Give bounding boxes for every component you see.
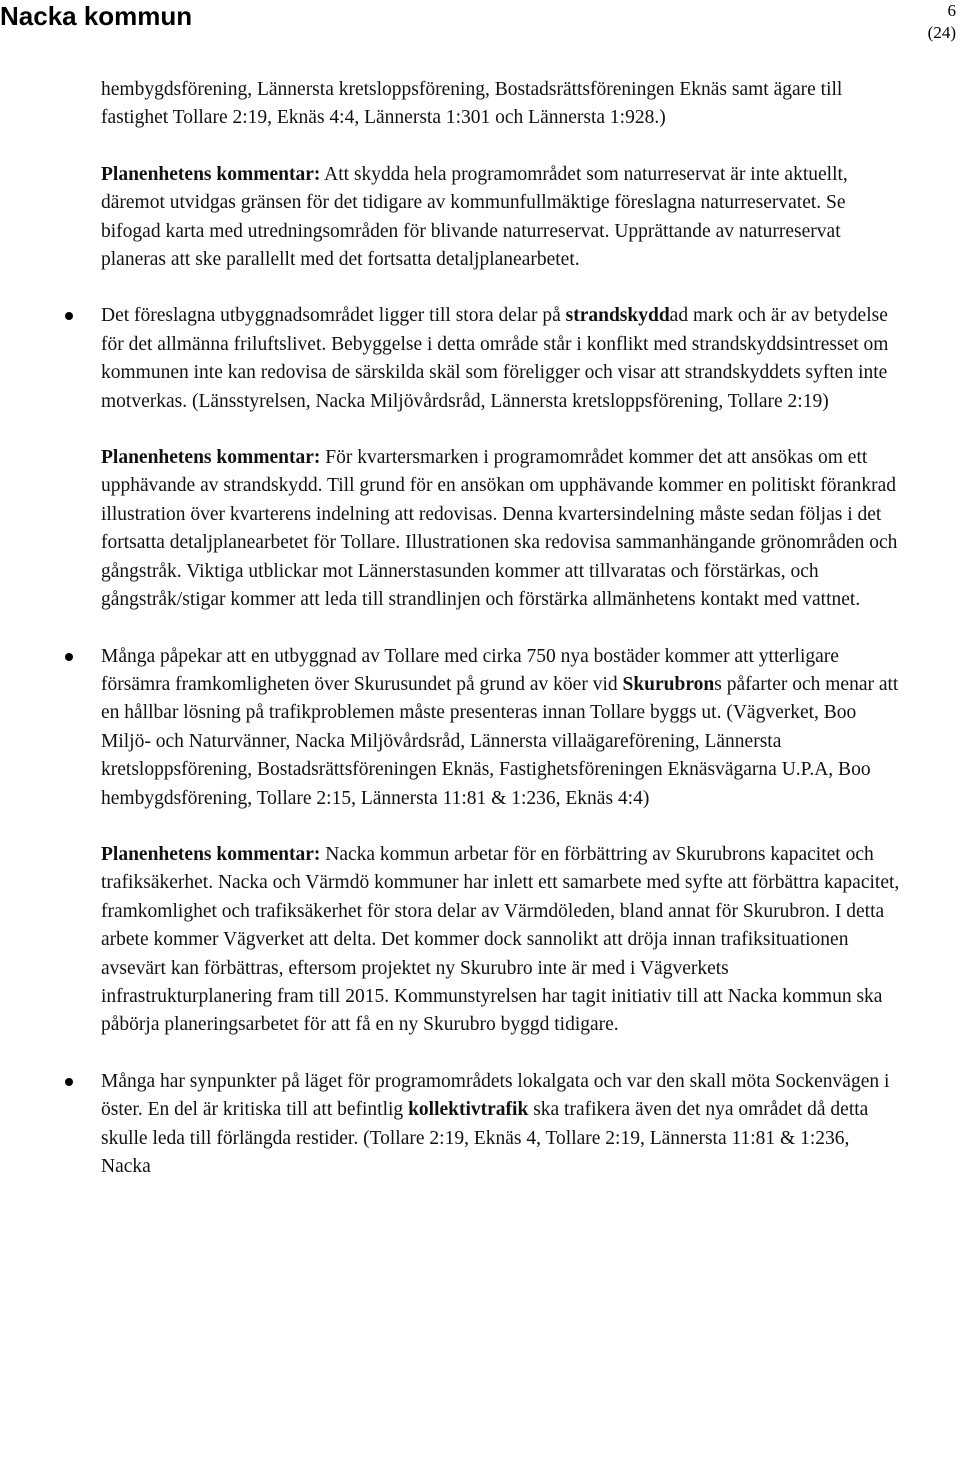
- bullet-item-2: [101, 643, 903, 813]
- comment-paragraph-3: [101, 841, 903, 1040]
- comment-text: För kvartersmarken i programområdet kommer det att ansökas om ett upphävande av strandskydd. Till grund för en ansökan om upphävande kommer en politiskt förankrad illustration över kvarterens indelning att redovisas. Denna kvartersindelning måste sedan följas i det fortsatta detaljplanearbetet för Tollare. Illustrationen ska redovisa sammanhängande grönområden och gångstråk. Viktiga utblickar mot Lännerstasunden kommer att tillvaratas och förstärkas, och gångstråk/stigar kommer att leda till strandlinjen och förstärka allmänhetens kontakt med vattnet.: [101, 447, 898, 611]
- bullet-icon: [65, 653, 73, 661]
- comment-paragraph-1: [101, 161, 903, 275]
- comment-label: Planenhetens kommentar:: [101, 163, 321, 185]
- bullet-bold-term: kollektivtrafik: [408, 1099, 529, 1121]
- bullet-text-part: Många har synpunkter på läget för programområdets lokalgata och var den skall möta Sockenvägen i öster. En del är kritiska till att befintlig: [101, 1070, 890, 1121]
- document-body: [101, 76, 903, 1181]
- page-number: 6: [947, 1, 956, 20]
- comment-paragraph-2: [101, 444, 903, 614]
- bullet-item-1: [101, 302, 903, 416]
- bullet-bold-term: Skurubron: [622, 673, 715, 695]
- page-number-block: [928, 0, 956, 44]
- bullet-icon: [65, 312, 73, 320]
- comment-label: Planenhetens kommentar:: [101, 843, 321, 865]
- page-total: (24): [927, 23, 956, 42]
- bullet-text-part: Många påpekar att en utbyggnad av Tollare med cirka 750 nya bostäder kommer att ytterligare försämra framkomligheten över Skurusundet på grund av köer vid: [101, 645, 839, 695]
- bullet-text-part: Det föreslagna utbyggnadsområdet ligger till stora delar på: [101, 305, 566, 327]
- comment-text: Nacka kommun arbetar för en förbättring av Skurubrons kapacitet och trafiksäkerhet. Nacka och Värmdö kommuner har inlett ett samarbete med syfte att förbättra kapacitet, framkomlighet och trafiksäkerhet för stora delar av Värmdöleden, bland annat för Skurubron. I detta arbete kommer Vägverket att delta. Det kommer dock sannolikt att dröja innan trafiksituationen avsevärt kan förbättras, eftersom projektet ny Skurubro inte är med i Vägverkets infrastrukturplanering fram till 2015. Kommunstyrelsen har tagit initiativ till att Nacka kommun ska påbörja planeringsarbetet för att få en ny Skurubro byggd tidigare.: [101, 843, 900, 1036]
- paragraph-continued: hembygdsförening, Lännersta kretsloppsförening, Bostadsrättsföreningen Eknäs samt ägare till fastighet Tollare 2:19, Eknäs 4:4, Lännersta 1:301 och Lännersta 1:928.): [101, 79, 843, 129]
- bullet-text: [101, 1068, 903, 1182]
- bullet-text-part: s påfarter och menar att en hållbar lösning på trafikproblemen måste presenteras innan Tollare byggs ut. (Vägverket, Boo Miljö- och Naturvänner, Nacka Miljövårdsråd, Lännersta villaägareförening, Lännersta kretsloppsförening, Bostadsrättsföreningen Eknäs, Fastighetsföreningen Eknäsvägarna U.P.A, Boo hembygdsförening, Tollare 2:15, Lännersta 11:81 & 1:236, Eknäs 4:4): [101, 673, 899, 809]
- bullet-text: [101, 302, 903, 416]
- header-title: Nacka kommun: [0, 1, 193, 31]
- bullet-text-part: ad mark och är av betydelse för det allmänna friluftslivet. Bebyggelse i detta område står i konflikt med strandskyddsintresset om kommunen inte kan redovisa de särskilda skäl som föreligger och visar att strandskyddets syften inte motverkas. (Länsstyrelsen, Nacka Miljövårdsråd, Lännersta kretsloppsförening, Tollare 2:19): [101, 305, 889, 412]
- bullet-item-3: [101, 1068, 903, 1182]
- comment-text: Att skydda hela programområdet som naturreservat är inte aktuellt, däremot utvidgas gränsen för det tidigare av kommunfullmäktige föreslagna naturreservatet. Se bifogad karta med utredningsområden för blivande naturreservat. Upprättande av naturreservat planeras att ske parallellt med det fortsatta detaljplanearbetet.: [101, 163, 848, 271]
- comment-label: Planenhetens kommentar:: [101, 447, 321, 469]
- bullet-text-part: ska trafikera även det nya området då detta skulle leda till förlängda restider. (Tollare 2:19, Eknäs 4, Tollare 2:19, Lännersta 11:81 & 1:236, Nacka: [101, 1099, 869, 1177]
- bullet-icon: [65, 1078, 73, 1086]
- bullet-text: [101, 643, 903, 813]
- bullet-bold-term: strandskydd: [565, 305, 670, 327]
